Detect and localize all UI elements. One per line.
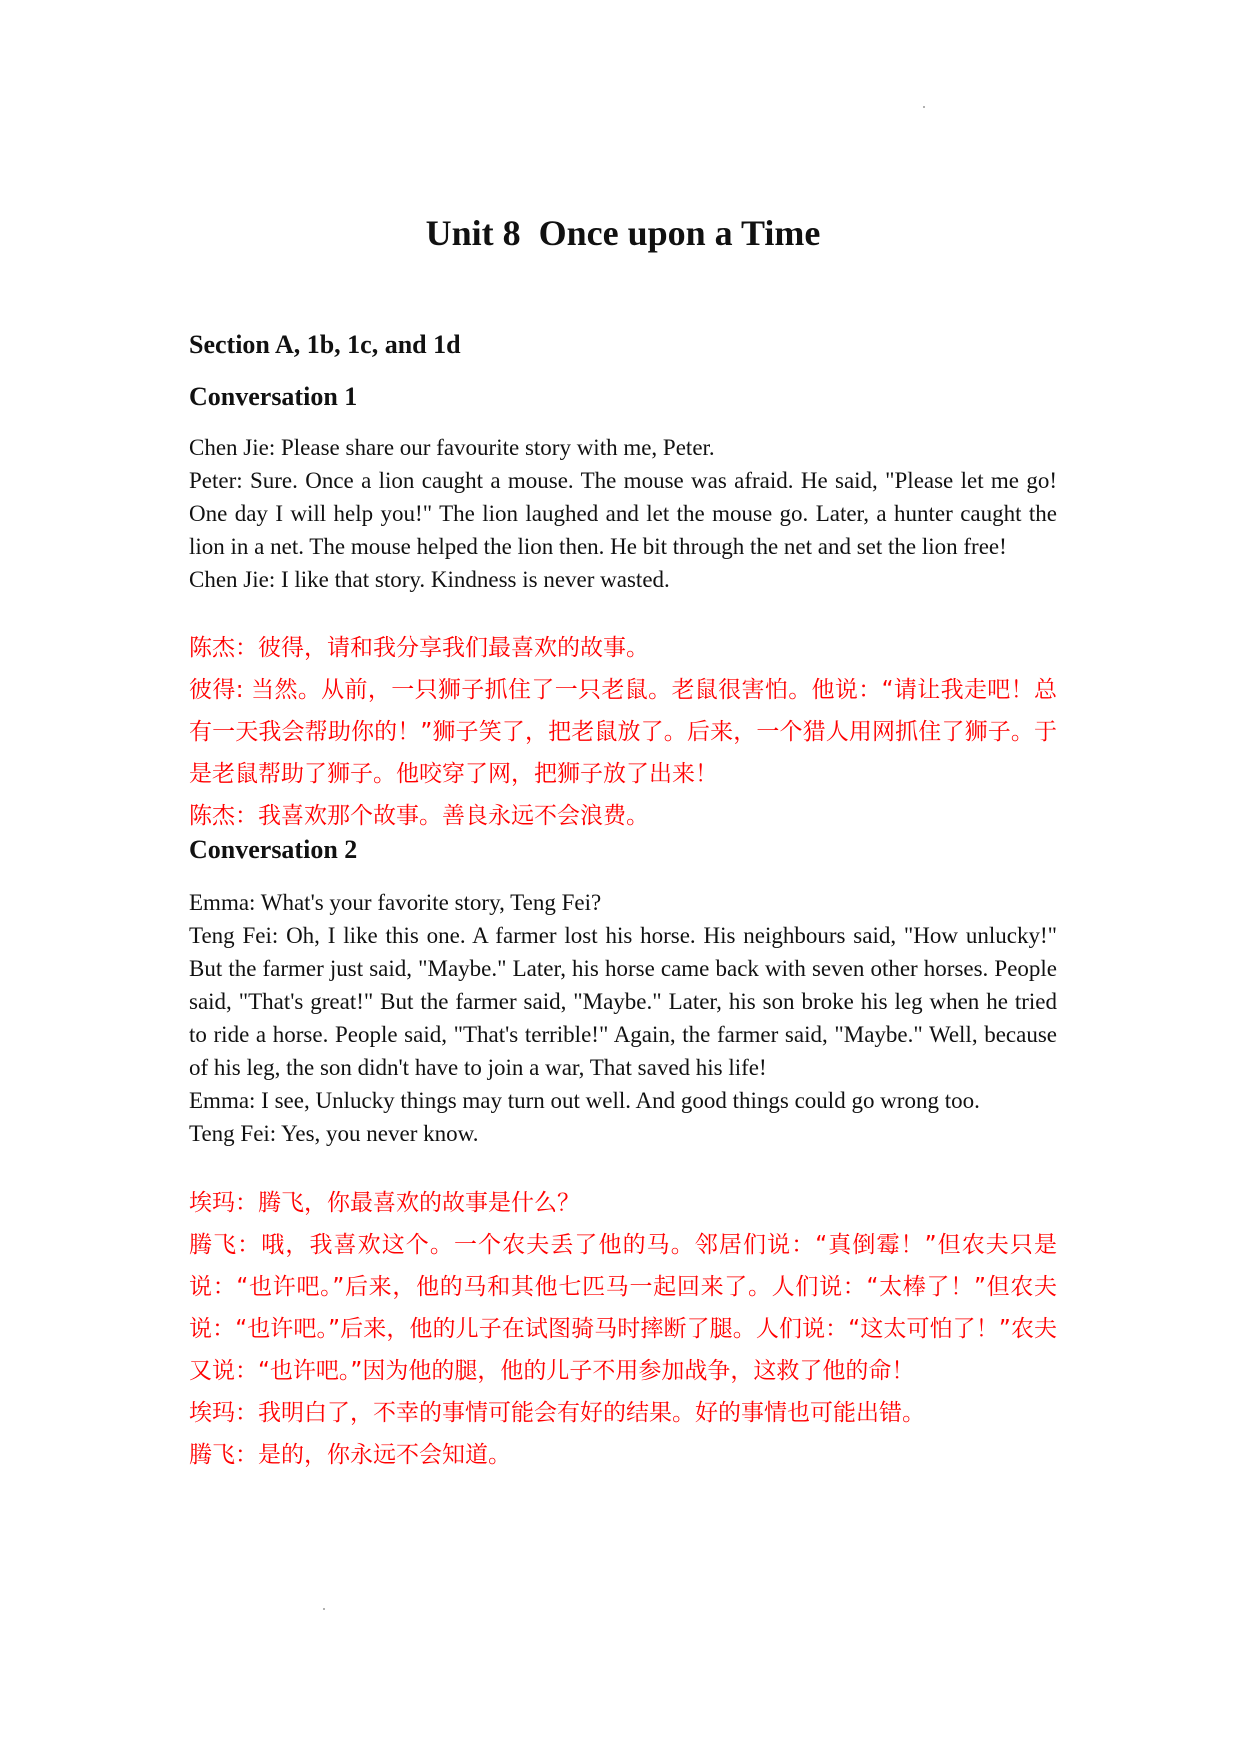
dialogue-line: Chen Jie: Please share our favourite story with me, Peter.: [189, 435, 715, 460]
section-heading: Section A, 1b, 1c, and 1d: [189, 330, 461, 359]
conversation-1-chinese: [189, 627, 1057, 837]
translation-line: 彼得: 当然。从前，一只狮子抓住了一只老鼠。老鼠很害怕。他说：“请让我走吧！总有一天我会帮助你的！”狮子笑了，把老鼠放了。后来，一个猎人用网抓住了狮子。于是老鼠帮助了狮子。他咬穿了网，把狮子放了出来！: [189, 677, 1057, 787]
dialogue-line: Chen Jie: I like that story. Kindness is never wasted.: [189, 567, 670, 592]
dialogue-line: Peter: Sure. Once a lion caught a mouse. The mouse was afraid. He said, "Please let me go! One day I will help you!" The lion laughed and let the mouse go. Later, a hunter caught the lion in a net. The mouse helped the lion then. He bit through the net and set the lion free!: [189, 468, 1057, 559]
page-speck: [923, 106, 925, 108]
translation-line: 埃玛：腾飞，你最喜欢的故事是什么？: [189, 1190, 580, 1216]
conversation-1-english: [189, 431, 1057, 596]
dialogue-line: Teng Fei: Yes, you never know.: [189, 1121, 479, 1146]
dialogue-line: Teng Fei: Oh, I like this one. A farmer lost his horse. His neighbours said, "How unlucky!" But the farmer just said, "Maybe." Later, his horse came back with seven other horses. People said, "That's great!" But the farmer said, "Maybe." Later, his son broke his leg when he tried to ride a horse. People said, "That's terrible!" Again, the farmer said, "Maybe." Well, because of his leg, the son didn't have to join a war, That saved his life!: [189, 923, 1057, 1080]
translation-line: 陈杰：彼得，请和我分享我们最喜欢的故事。: [189, 635, 649, 661]
translation-line: 埃玛：我明白了，不幸的事情可能会有好的结果。好的事情也可能出错。: [189, 1400, 925, 1426]
conversation-2-heading: Conversation 2: [189, 835, 358, 864]
conversation-2-english: [189, 886, 1057, 1150]
page-speck: [323, 1608, 325, 1610]
unit-title: Unit 8 Once upon a Time: [425, 213, 821, 253]
conversation-2-chinese: [189, 1182, 1057, 1476]
translation-line: 腾飞：哦，我喜欢这个。一个农夫丢了他的马。邻居们说：“真倒霉！”但农夫只是说：“也许吧。”后来，他的马和其他七匹马一起回来了。人们说：“太棒了！”但农夫说：“也许吧。”后来，他的儿子在试图骑马时摔断了腿。人们说：“这太可怕了！”农夫又说：“也许吧。”因为他的腿，他的儿子不用参加战争，这救了他的命！: [189, 1232, 1057, 1384]
translation-line: 陈杰：我喜欢那个故事。善良永远不会浪费。: [189, 803, 649, 829]
dialogue-line: Emma: I see, Unlucky things may turn out well. And good things could go wrong too.: [189, 1088, 980, 1113]
conversation-1-heading: Conversation 1: [189, 382, 358, 411]
dialogue-line: Emma: What's your favorite story, Teng Fei?: [189, 890, 602, 915]
translation-line: 腾飞：是的，你永远不会知道。: [189, 1442, 511, 1468]
